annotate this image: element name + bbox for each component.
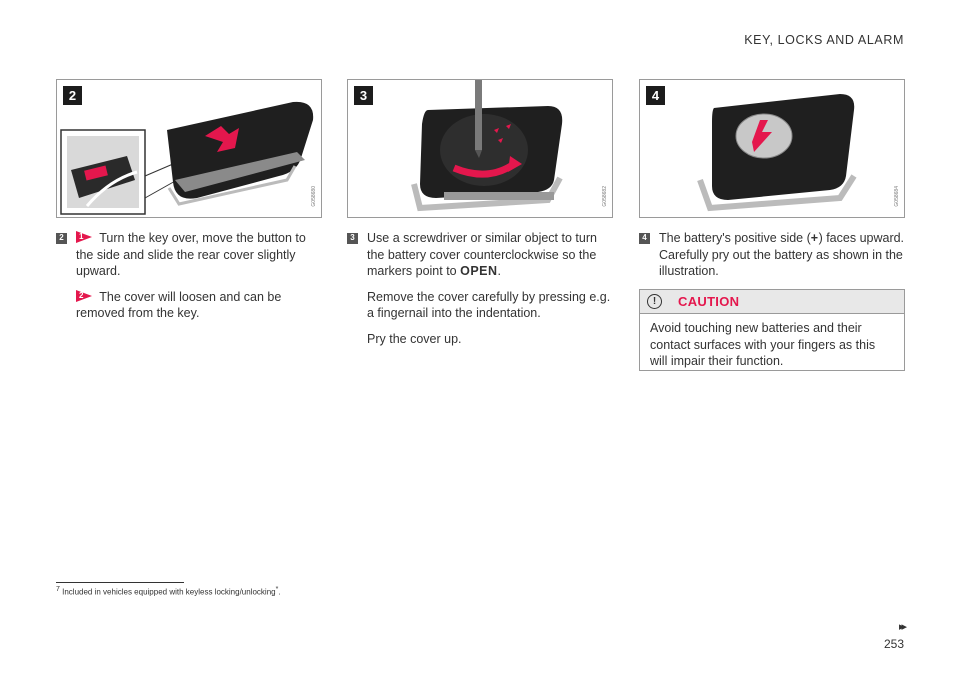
step-number: 3	[347, 233, 358, 244]
caution-title: CAUTION	[678, 294, 740, 309]
step-2-text-2: 2 The cover will loosen and can be removed from the key.	[76, 289, 282, 320]
battery-illustration	[640, 80, 905, 218]
caution-box	[639, 289, 905, 371]
footnote: $^7$ Included in vehicles equipped with keyless locking/unlocking*.	[56, 586, 281, 597]
step-3-text-1: Use a screwdriver or similar object to turn the battery cover counterclockwise so the markers point to OPEN.	[367, 231, 597, 278]
page-number: 253	[883, 637, 904, 651]
caution-icon: !	[647, 294, 662, 309]
caution-header	[640, 290, 904, 314]
figure-4	[639, 79, 905, 218]
step-4-text-1: The battery's positive side (+) faces upward. Carefully pry out the battery as shown in the illustration.	[659, 231, 905, 278]
page-header: KEY, LOCKS AND ALARM	[744, 33, 904, 47]
figure-number: 3	[354, 86, 373, 105]
figure-number: 4	[646, 86, 665, 105]
key-cover-illustration	[57, 80, 322, 218]
step-number: 2	[56, 233, 67, 244]
marker-2-icon: 2	[76, 290, 94, 302]
marker-1-icon: 1	[76, 231, 94, 243]
figure-3	[347, 79, 613, 218]
next-page-icon[interactable]: ▸▸	[898, 621, 904, 633]
step-3-column	[347, 230, 613, 356]
figure-code: G058684	[894, 186, 900, 207]
caution-text: Avoid touching new batteries and their contact surfaces with your fingers as this will impair their function.	[650, 321, 876, 368]
step-3-text-2: Remove the cover carefully by pressing e.g. a fingernail into the indentation.	[367, 289, 611, 320]
step-2-column	[56, 230, 322, 322]
figure-number: 2	[63, 86, 82, 105]
step-2-text-1: 1 Turn the key over, move the button to the side and slide the rear cover slightly upward.	[76, 231, 306, 278]
screwdriver-illustration	[348, 80, 613, 218]
step-3-text-3: Pry the cover up.	[367, 331, 462, 346]
figure-code: G058682	[602, 186, 608, 207]
step-4-column	[639, 230, 905, 289]
figure-code: G058680	[311, 186, 317, 207]
footnote-divider	[56, 582, 184, 583]
figure-2	[56, 79, 322, 218]
step-number: 4	[639, 233, 650, 244]
